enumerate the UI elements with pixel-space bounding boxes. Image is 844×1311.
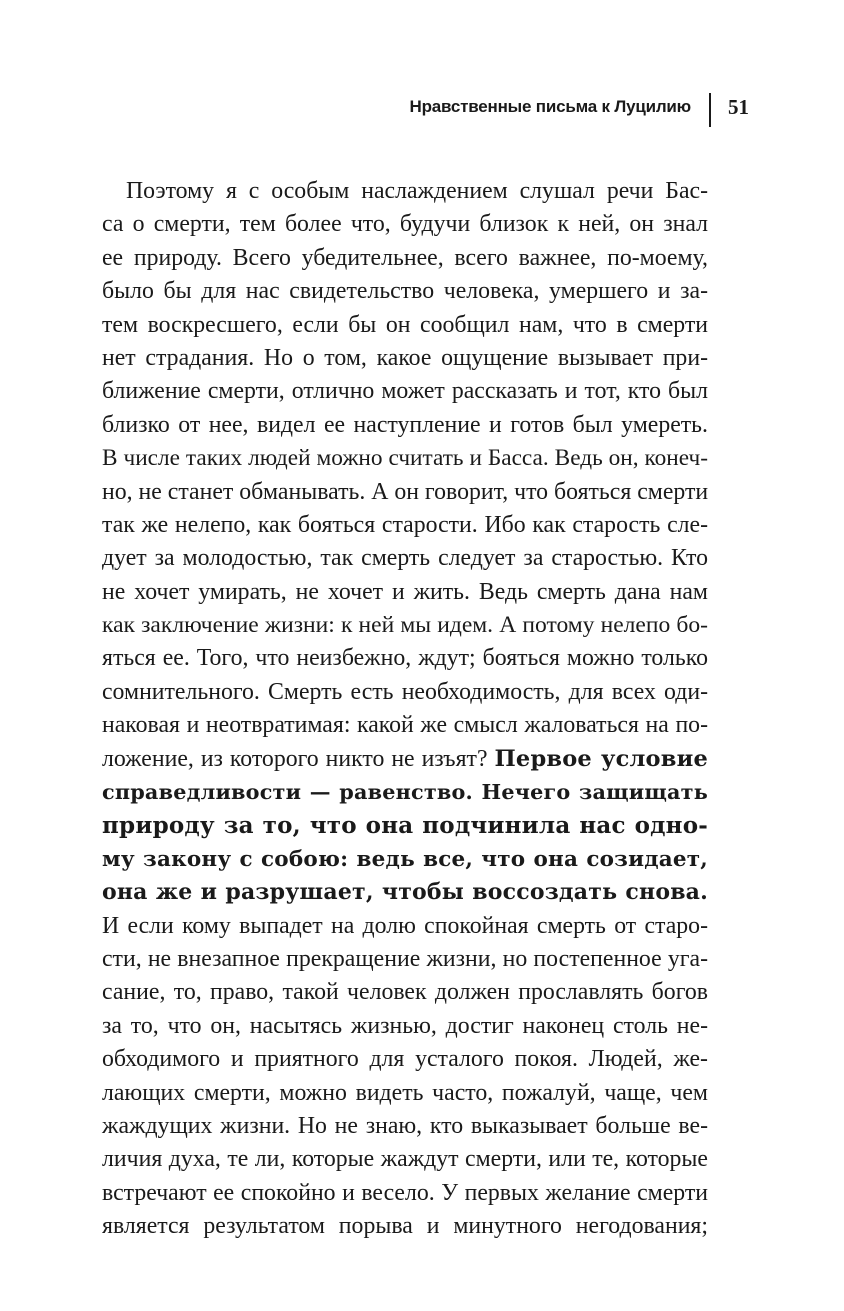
bold-text-line: му закону с собою: ведь все, что она созидает,: [102, 846, 708, 872]
page-number: 51: [728, 95, 749, 119]
bold-text-line: природу за то, что она подчинила нас одно-: [102, 812, 708, 840]
text-line: И если кому выпадет на долю спокойная смерть от старо-: [102, 912, 708, 939]
running-title: Нравственные письма к Луцилию: [409, 97, 691, 116]
bold-text-line: она же и разрушает, чтобы воссоздать снова.: [102, 879, 708, 906]
text-line: ее природу. Всего убедительнее, всего важнее, по-моему,: [102, 244, 708, 271]
text-line: наковая и неотвратимая: какой же смысл жаловаться на по-: [102, 712, 708, 739]
text-line: яться ее. Того, что неизбежно, ждут; бояться можно только: [102, 645, 708, 672]
text-line: встречают ее спокойно и весело. У первых желание смерти: [102, 1179, 708, 1206]
bold-text-segment: Первое условие: [494, 745, 708, 772]
running-header: [0, 93, 844, 133]
text-line: как заключение жизни: к ней мы идем. А потому нелепо бо-: [102, 612, 708, 639]
text-line: лающих смерти, можно видеть часто, пожалуй, чаще, чем: [102, 1079, 708, 1106]
text-line: сание, то, право, такой человек должен прославлять богов: [102, 979, 708, 1006]
header-divider: [709, 93, 711, 127]
bold-text-line: справедливости — равенство. Нечего защищать: [102, 780, 708, 805]
text-line: сти, не внезапное прекращение жизни, но постепенное уга-: [102, 945, 708, 972]
text-line: было бы для нас свидетельство человека, умершего и за-: [102, 278, 708, 305]
text-line: са о смерти, тем более что, будучи близок к ней, он знал: [102, 211, 708, 238]
text-line: так же нелепо, как бояться старости. Ибо как старость сле-: [102, 511, 708, 538]
text-line: за то, что он, насытясь жизнью, достиг наконец столь не-: [102, 1012, 708, 1039]
text-line: но, не станет обманывать. А он говорит, что бояться смерти: [102, 478, 709, 505]
text-line: тем воскресшего, если бы он сообщил нам, что в смерти: [102, 311, 708, 338]
text-line: личия духа, те ли, которые жаждут смерти, или те, которые: [102, 1146, 708, 1173]
text-line: ближение смерти, отлично может рассказать и тот, кто был: [102, 378, 708, 405]
text-line: В числе таких людей можно считать и Басса. Ведь он, конеч-: [102, 445, 708, 472]
text-line: дует за молодостью, так смерть следует за старостью. Кто: [102, 545, 708, 572]
text-line: близко от нее, видел ее наступление и готов был умереть.: [102, 411, 708, 438]
body-text: [102, 175, 708, 1244]
text-segment: ложение, из которого никто не изъят?: [102, 745, 495, 772]
text-line: Поэтому я с особым наслаждением слушал речи Бас-: [126, 178, 708, 204]
text-line: жаждущих жизни. Но не знаю, кто выказывает больше ве-: [102, 1112, 708, 1139]
text-line: не хочет умирать, не хочет и жить. Ведь смерть дана нам: [102, 578, 708, 605]
text-line: обходимого и приятного для усталого покоя. Людей, же-: [102, 1046, 708, 1073]
text-line: сомнительного. Смерть есть необходимость, для всех оди-: [102, 678, 708, 705]
text-line: нет страдания. Но о том, какое ощущение вызывает при-: [102, 344, 708, 371]
mixed-text-line: [102, 743, 708, 776]
text-line: является результатом порыва и минутного негодования;: [102, 1213, 708, 1240]
